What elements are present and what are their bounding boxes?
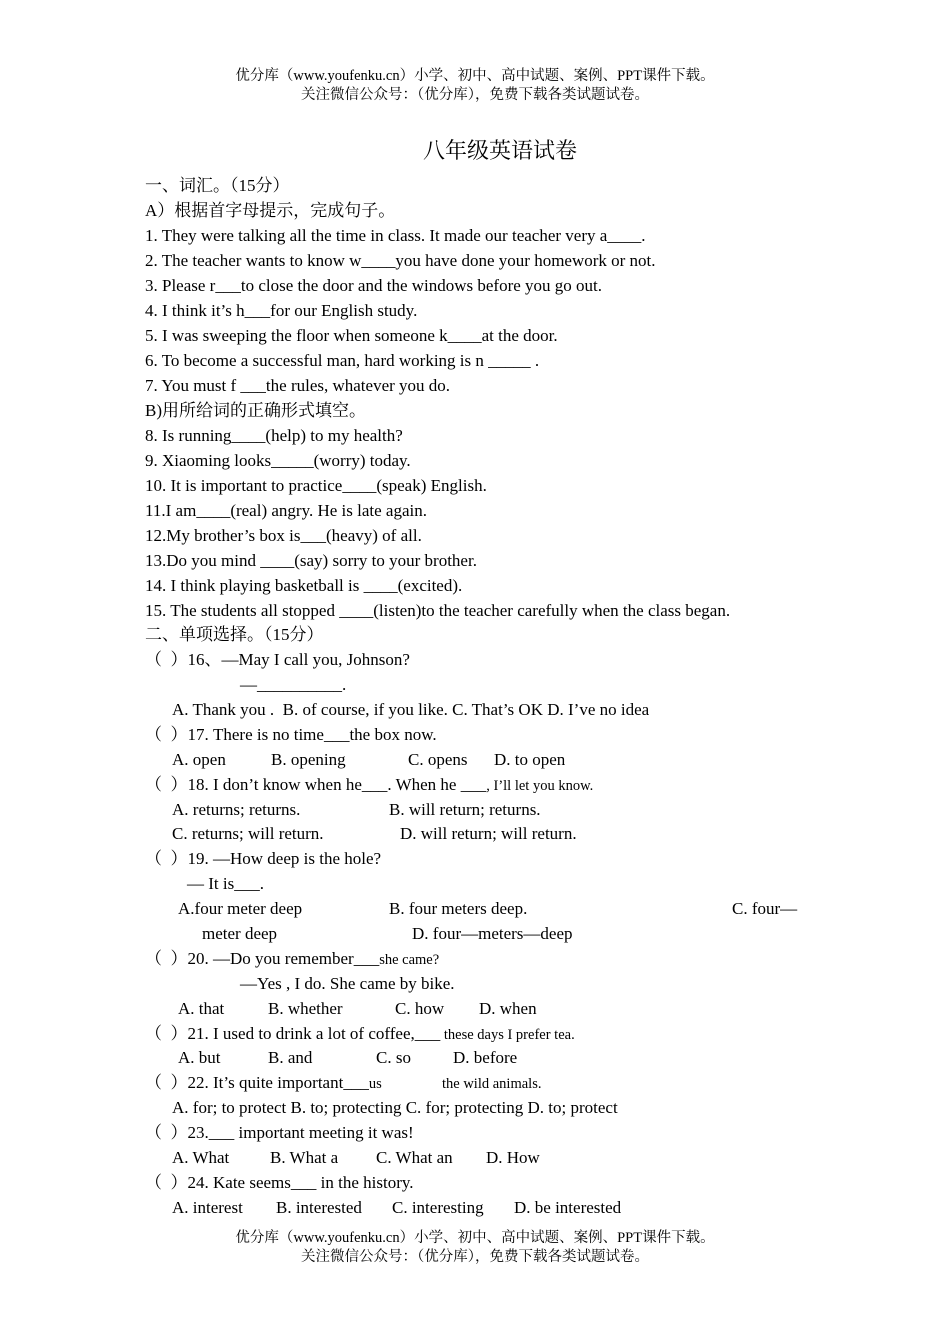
question-1: 1. They were talking all the time in class. It made our teacher very a____. — [145, 226, 646, 245]
question-17-option-d: D. to open — [494, 750, 566, 769]
question-14: 14. I think playing basketball is ____(excited). — [145, 576, 463, 595]
question-9: 9. Xiaoming looks_____(worry) today. — [145, 451, 411, 470]
question-19-reply: — It is___. — [187, 874, 264, 893]
question-10: 10. It is important to practice____(speak) English. — [145, 476, 487, 495]
question-23-option-d: D. How — [486, 1148, 540, 1167]
question-19-option-a: A.four meter deep — [178, 899, 303, 918]
question-23-option-a: A. What — [172, 1148, 230, 1167]
question-20-option-b: B. whether — [268, 999, 343, 1018]
section1-heading: 一、词汇。（15分） — [145, 176, 290, 195]
question-19-option-b: B. four meters deep. — [389, 899, 528, 918]
section1-partB: B)用所给词的正确形式填空。 — [145, 401, 366, 420]
question-18: （ ）18. I don’t know when he___. When he ___, I’ll let you know. — [145, 775, 594, 794]
footer-line-2: 关注微信公众号：（优分库），免费下载各类试题试卷。 — [301, 1249, 649, 1265]
section1-partA: A）根据首字母提示，完成句子。 — [145, 201, 396, 220]
header-line-1: 优分库（www.youfenku.cn）小学、初中、高中试题、案例、PPT课件下载。 — [235, 68, 715, 84]
question-17-option-c: C. opens — [408, 750, 468, 769]
question-18-option-a: A. returns; returns. — [172, 800, 301, 819]
question-8: 8. Is running____(help) to my health? — [145, 426, 403, 445]
question-19-option-c-cont: meter deep — [202, 924, 278, 943]
question-22: （ ）22. It’s quite important___us — [145, 1073, 382, 1092]
question-17: （ ）17. There is no time___the box now. — [145, 725, 437, 744]
question-24-option-a: A. interest — [172, 1198, 243, 1217]
question-23-option-b: B. What a — [270, 1148, 339, 1167]
question-20-option-a: A. that — [178, 999, 225, 1018]
question-23-option-c: C. What an — [376, 1148, 453, 1167]
question-7: 7. You must f ___the rules, whatever you do. — [145, 376, 451, 395]
question-19-option-c: C. four— — [732, 899, 798, 918]
question-21-option-d: D. before — [453, 1048, 518, 1067]
header-line-2: 关注微信公众号：（优分库），免费下载各类试题试卷。 — [301, 87, 649, 103]
question-24-option-d: D. be interested — [514, 1198, 622, 1217]
section2-heading: 二、单项选择。（15分） — [145, 625, 324, 644]
question-24-option-b: B. interested — [276, 1198, 362, 1217]
question-4: 4. I think it’s h___for our English study. — [145, 301, 418, 320]
question-24-option-c: C. interesting — [392, 1198, 484, 1217]
question-16-options: A. Thank you . B. of course, if you like. C. That’s OK D. I’ve no idea — [172, 700, 650, 719]
question-18-option-b: B. will return; returns. — [389, 800, 541, 819]
question-5: 5. I was sweeping the floor when someone k____at the door. — [145, 326, 558, 345]
question-24: （ ）24. Kate seems___ in the history. — [145, 1173, 414, 1192]
page-title: 八年级英语试卷 — [422, 138, 577, 163]
question-22-options: A. for; to protect B. to; protecting C. for; protecting D. to; protect — [172, 1098, 618, 1117]
question-21-option-b: B. and — [268, 1048, 313, 1067]
question-3: 3. Please r___to close the door and the windows before you go out. — [145, 276, 603, 295]
question-18-option-d: D. will return; will return. — [400, 824, 577, 843]
question-22-tail: the wild animals. — [442, 1076, 542, 1092]
question-20-reply: —Yes , I do. She came by bike. — [240, 974, 455, 993]
question-21-option-a: A. but — [178, 1048, 221, 1067]
question-23: （ ）23.___ important meeting it was! — [145, 1123, 414, 1142]
question-13: 13.Do you mind ____(say) sorry to your brother. — [145, 551, 477, 570]
question-17-option-b: B. opening — [271, 750, 346, 769]
question-21: （ ）21. I used to drink a lot of coffee,___ these days I prefer tea. — [145, 1024, 575, 1043]
question-18-option-c: C. returns; will return. — [172, 824, 324, 843]
footer-line-1: 优分库（www.youfenku.cn）小学、初中、高中试题、案例、PPT课件下载。 — [235, 1230, 715, 1246]
question-11: 11.I am____(real) angry. He is late again. — [145, 501, 427, 520]
question-19: （ ）19. —How deep is the hole? — [145, 849, 382, 868]
question-17-option-a: A. open — [172, 750, 226, 769]
question-20: （ ）20. —Do you remember___she came? — [145, 949, 440, 968]
question-12: 12.My brother’s box is___(heavy) of all. — [145, 526, 422, 545]
question-6: 6. To become a successful man, hard working is n _____ . — [145, 351, 540, 370]
question-16-reply: —__________. — [240, 675, 347, 694]
question-16: （ ）16、—May I call you, Johnson? — [145, 650, 410, 669]
question-2: 2. The teacher wants to know w____you have done your homework or not. — [145, 251, 656, 270]
question-19-option-d: D. four—meters—deep — [412, 924, 573, 943]
question-21-option-c: C. so — [376, 1048, 411, 1067]
question-15: 15. The students all stopped ____(listen)to the teacher carefully when the class began. — [145, 601, 731, 620]
question-20-option-c: C. how — [395, 999, 445, 1018]
question-20-option-d: D. when — [479, 999, 537, 1018]
